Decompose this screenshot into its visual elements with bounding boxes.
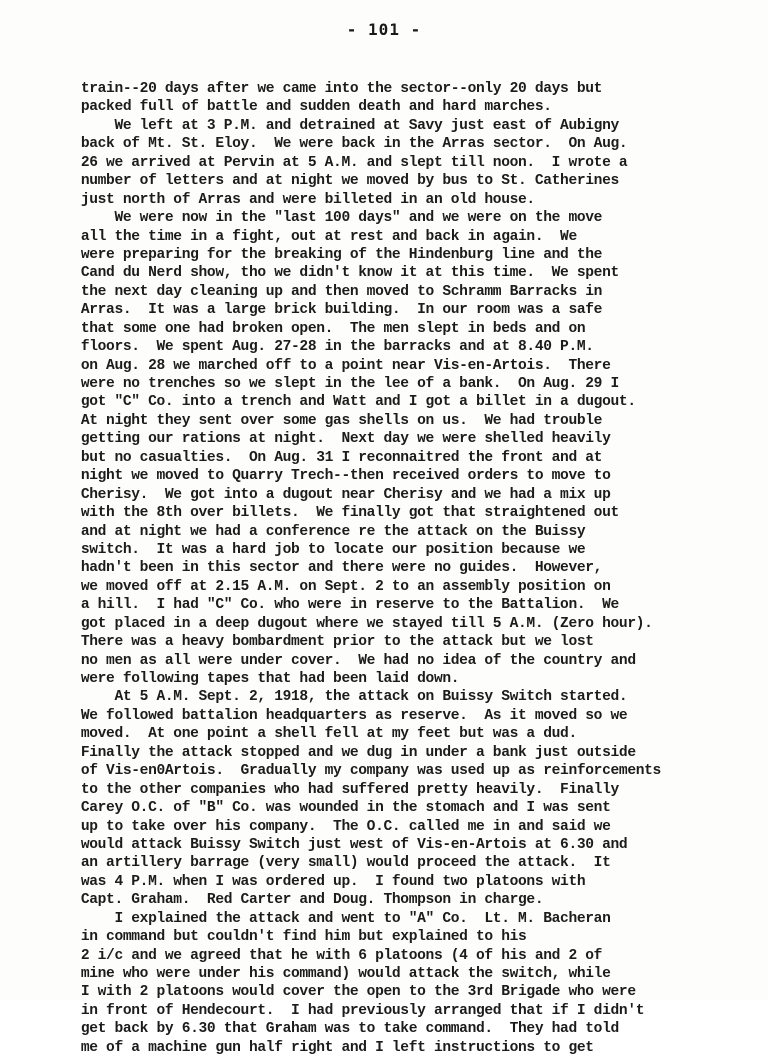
text-line: get back by 6.30 that Graham was to take command. They had told [64,1021,619,1038]
text-line: me of a machine gun half right and I left instructions to get [64,1039,594,1056]
text-line: Finally the attack stopped and we dug in under a bank just outside [64,744,636,761]
text-line: We followed battalion headquarters as reserve. As it moved so we [64,707,628,724]
text-line: I with 2 platoons would cover the open to the 3rd Brigade who were [64,984,636,1001]
text-line: and at night we had a conference re the attack on the Buissy [64,523,586,540]
text-line: all the time in a fight, out at rest and back in again. We [64,228,577,245]
text-line: floors. We spent Aug. 27-28 in the barracks and at 8.40 P.M. [64,339,594,356]
text-line: We left at 3 P.M. and detrained at Savy just east of Aubigny [64,117,619,134]
text-line: got placed in a deep dugout where we stayed till 5 A.M. (Zero hour). [64,615,653,632]
text-line: At night they sent over some gas shells on us. We had trouble [64,412,603,429]
text-line: to the other companies who had suffered pretty heavily. Finally [64,781,619,798]
page-number: - 101 - [346,20,422,39]
text-line: There was a heavy bombardment prior to the attack but we lost [64,634,594,651]
text-line: 26 we arrived at Pervin at 5 A.M. and slept till noon. I wrote a [64,154,628,171]
text-line: in front of Hendecourt. I had previously arranged that if I didn't [64,1002,645,1019]
text-line: that some one had broken open. The men slept in beds and on [64,320,586,337]
text-line: Carey O.C. of "B" Co. was wounded in the stomach and I was sent [64,800,611,817]
text-line: hadn't been in this sector and there were no guides. However, [64,560,603,577]
text-line: up to take over his company. The O.C. called me in and said we [64,818,611,835]
text-line: Capt. Graham. Red Carter and Doug. Thompson in charge. [64,892,544,909]
text-line: Cand du Nerd show, tho we didn't know it at this time. We spent [64,265,619,282]
text-line: but no casualties. On Aug. 31 I reconnaitred the front and at [64,449,603,466]
text-line: night we moved to Quarry Trech--then received orders to move to [64,468,611,485]
text-line: an artillery barrage (very small) would proceed the attack. It [64,855,611,872]
text-line: of Vis-en0Artois. Gradually my company was used up as reinforcements [64,763,661,780]
text-line: were no trenches so we slept in the lee of a bank. On Aug. 29 I [64,376,619,392]
text-line: on Aug. 28 we marched off to a point near Vis-en-Artois. There [64,357,611,374]
text-line: At 5 A.M. Sept. 2, 1918, the attack on Buissy Switch started. [64,689,628,706]
text-line: would attack Buissy Switch just west of Vis-en-Artois at 6.30 and [64,836,628,853]
text-line: number of letters and at night we moved by bus to St. Catherines [64,173,619,190]
text-line: switch. It was a hard job to locate our position because we [64,541,586,558]
text-line: with the 8th over billets. We finally got that straightened out [64,505,619,522]
text-line: were following tapes that had been laid down. [64,671,460,687]
text-line: in command but couldn't find him but explained to his [64,929,527,946]
text-line: packed full of battle and sudden death and hard marches. [64,99,552,116]
text-line: Cherisy. We got into a dugout near Cherisy and we had a mix up [64,486,611,503]
text-line: mine who were under his command) would attack the switch, while [64,966,611,982]
text-line: back of Mt. St. Eloy. We were back in the Arras sector. On Aug. [64,136,628,153]
text-line: 2 i/c and we agreed that he with 6 platoons (4 of his and 2 of [64,947,603,964]
text-line: I explained the attack and went to "A" Co. Lt. M. Bacheran [64,910,611,927]
text-line: got "C" Co. into a trench and Watt and I got a billet in a dugout. [64,394,636,411]
text-line: moved. At one point a shell fell at my feet but was a dud. [64,726,577,743]
text-line: getting our rations at night. Next day we were shelled heavily [64,431,611,448]
text-line: we moved off at 2.15 A.M. on Sept. 2 to an assembly position on [64,578,611,595]
text-line: a hill. I had "C" Co. who were in reserve to the Battalion. We [64,597,619,614]
typed-text-body [64,80,714,1057]
text-line: were preparing for the breaking of the Hindenburg line and the [64,246,603,263]
text-line: was 4 P.M. when I was ordered up. I found two platoons with [64,873,586,890]
text-line: no men as all were under cover. We had no idea of the country and [64,652,636,669]
text-line: We were now in the "last 100 days" and we were on the move [64,210,603,227]
text-line: the next day cleaning up and then moved to Schramm Barracks in [64,283,603,300]
text-line: train--20 days after we came into the sector--only 20 days but [64,81,603,97]
text-line: just north of Arras and were billeted in an old house. [64,191,535,208]
text-line: Arras. It was a large brick building. In our room was a safe [64,302,603,319]
